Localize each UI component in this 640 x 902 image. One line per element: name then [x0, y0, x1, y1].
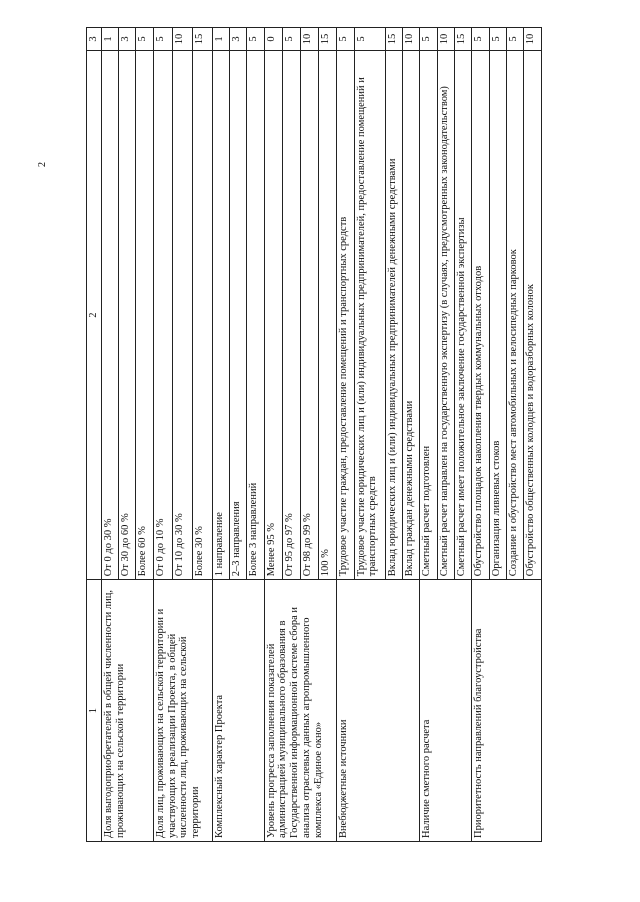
score-cell: 0 — [264, 28, 282, 51]
score-cell: 5 — [420, 28, 437, 51]
option-cell: Сметный расчет направлен на государственную экспертизу (в случаях, предусмотренных законодательством) — [437, 51, 454, 580]
table-row — [420, 28, 437, 842]
criteria-table — [86, 27, 542, 842]
option-cell: От 95 до 97 % — [282, 51, 300, 580]
option-cell: Трудовое участие юридических лиц и (или) индивидуальных предпринимателей, предоставление помещений и транспортных средств — [354, 51, 385, 580]
score-cell: 10 — [300, 28, 318, 51]
criteria-table-rotated — [86, 27, 542, 842]
score-cell: 5 — [153, 28, 173, 51]
score-cell: 5 — [489, 28, 506, 51]
option-cell: Трудовое участие граждан, предоставление помещений и транспортных средств — [337, 51, 354, 580]
option-cell: Создание и обустройство мест автомобильных и велосипедных парковок — [507, 51, 524, 580]
table-row — [472, 28, 489, 842]
criterion-cell: Приоритетность направлений благоустройства — [472, 580, 542, 842]
criterion-cell: Уровень прогресса заполнения показателей администрацией муниципального образования в Государственной информационной системе сбора и анализа отраслевых данных агропромышленного комплекса «Единое окно» — [264, 580, 337, 842]
score-cell: 10 — [173, 28, 193, 51]
option-cell: Сметный расчет имеет положительное заключение государственной экспертизы — [455, 51, 472, 580]
option-cell: От 10 до 30 % — [173, 51, 193, 580]
score-cell: 1 — [212, 28, 229, 51]
option-cell: Обустройство общественных колодцев и водоразборных колонок — [524, 51, 542, 580]
table-header-row — [87, 28, 102, 842]
score-cell: 5 — [507, 28, 524, 51]
option-cell: От 0 до 10 % — [153, 51, 173, 580]
option-cell: Более 3 направлений — [247, 51, 264, 580]
table-row — [264, 28, 282, 842]
option-cell: Более 30 % — [192, 51, 212, 580]
score-cell: 1 — [101, 28, 118, 51]
score-cell: 5 — [337, 28, 354, 51]
score-cell: 15 — [192, 28, 212, 51]
score-cell: 10 — [403, 28, 420, 51]
score-cell: 3 — [119, 28, 136, 51]
table-row — [153, 28, 173, 842]
score-cell: 5 — [354, 28, 385, 51]
criterion-cell: Доля выгодоприобретателей в общей численности лиц, проживающих на сельской территории — [101, 580, 153, 842]
option-cell: Организация ливневых стоков — [489, 51, 506, 580]
criterion-cell: Наличие сметного расчета — [420, 580, 472, 842]
score-cell: 5 — [472, 28, 489, 51]
page-number: 2 — [37, 162, 48, 167]
table-row — [212, 28, 229, 842]
header-col2: 2 — [87, 51, 102, 580]
option-cell: Сметный расчет подготовлен — [420, 51, 437, 580]
criterion-cell: Внебюджетные источники — [337, 580, 420, 842]
option-cell: Вклад граждан денежными средствами — [403, 51, 420, 580]
option-cell: Более 60 % — [136, 51, 153, 580]
score-cell: 10 — [437, 28, 454, 51]
score-cell: 5 — [282, 28, 300, 51]
table-row — [101, 28, 118, 842]
score-cell: 5 — [136, 28, 153, 51]
header-col1: 1 — [87, 580, 102, 842]
score-cell: 15 — [319, 28, 337, 51]
header-col3: 3 — [87, 28, 102, 51]
criterion-cell: Комплексный характер Проекта — [212, 580, 264, 842]
criterion-cell: Доля лиц, проживающих на сельской территории и участвующих в реализации Проекта, в общей численности лиц, проживающих на сельской территории — [153, 580, 212, 842]
score-cell: 5 — [247, 28, 264, 51]
option-cell: 1 направление — [212, 51, 229, 580]
option-cell: 100 % — [319, 51, 337, 580]
score-cell: 15 — [385, 28, 402, 51]
option-cell: Менее 95 % — [264, 51, 282, 580]
option-cell: От 98 до 99 % — [300, 51, 318, 580]
option-cell: Вклад юридических лиц и (или) индивидуальных предпринимателей денежными средствами — [385, 51, 402, 580]
option-cell: Обустройство площадок накопления твердых коммунальных отходов — [472, 51, 489, 580]
option-cell: 2–3 направления — [229, 51, 246, 580]
table-row — [337, 28, 354, 842]
score-cell: 15 — [455, 28, 472, 51]
option-cell: От 0 до 30 % — [101, 51, 118, 580]
score-cell: 10 — [524, 28, 542, 51]
score-cell: 3 — [229, 28, 246, 51]
option-cell: От 30 до 60 % — [119, 51, 136, 580]
